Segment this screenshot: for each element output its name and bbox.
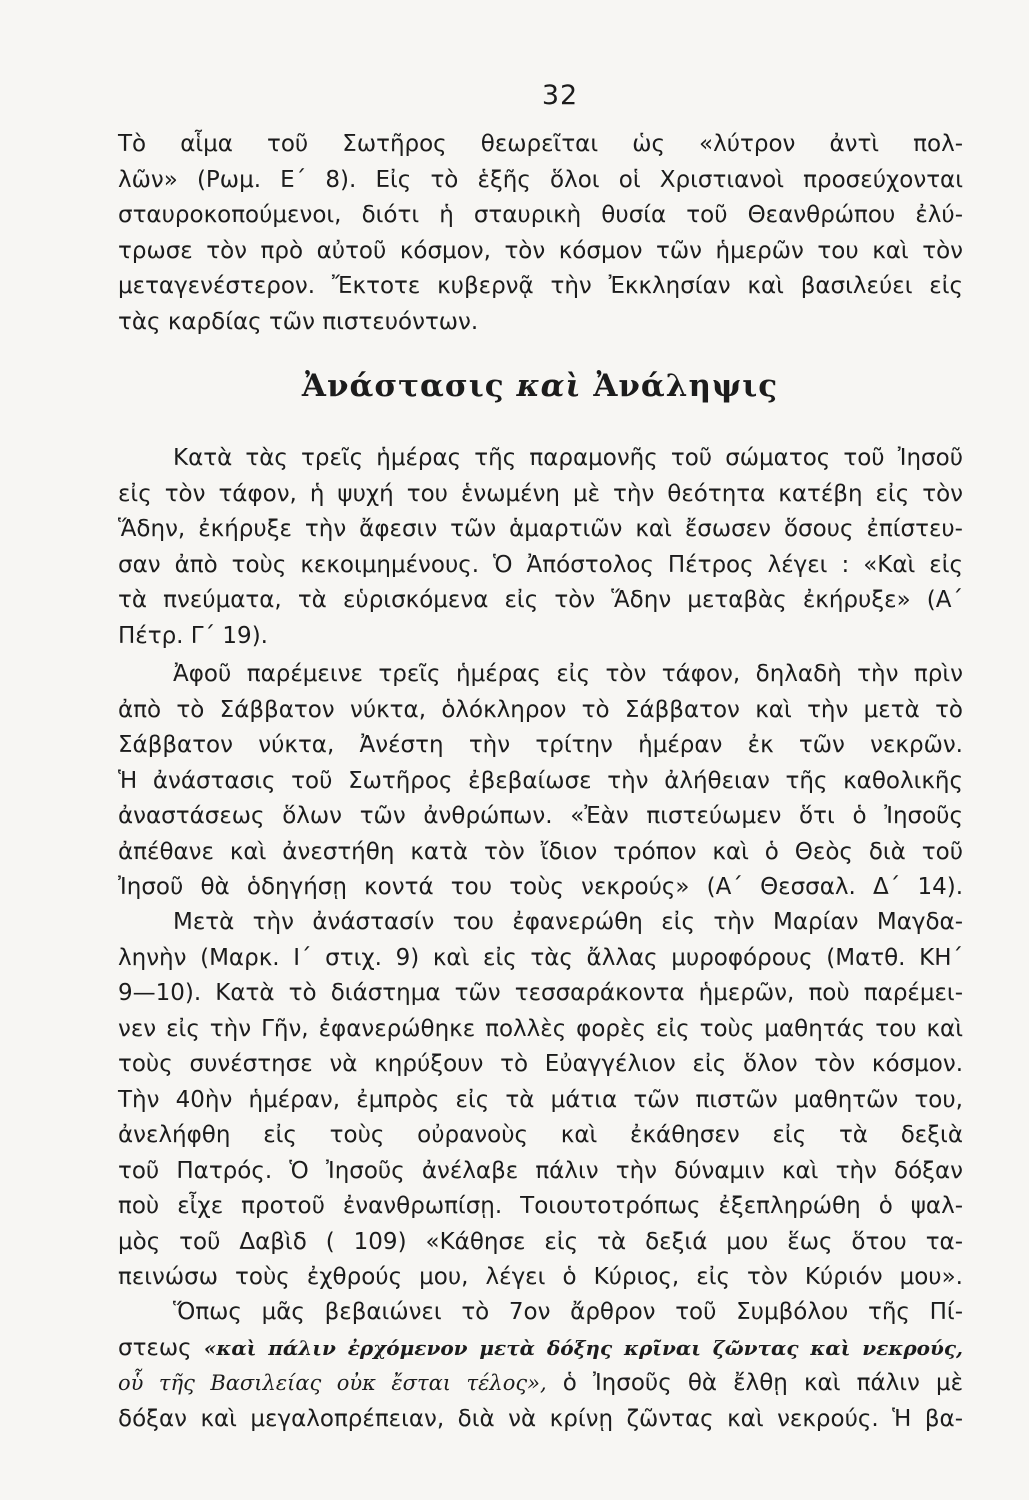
text-line: τοὺς συνέστησε νὰ κηρύξουν τὸ Εὐαγγέλιον εἰς ὅλον τὸν κόσμον. [118, 1051, 963, 1077]
text-line: τρωσε τὸν πρὸ αὐτοῦ κόσμον, τὸν κόσμον τῶν ἡμερῶν του καὶ τὸν [118, 237, 963, 264]
text-line: ἀναστάσεως ὅλων τῶν ἀνθρώπων. «Ἐὰν πιστεύωμεν ὅτι ὁ Ἰησοῦς [118, 803, 963, 829]
text-line: ἀπὸ τὸ Σάββατον νύκτα, ὁλόκληρον τὸ Σάββατον καὶ τὴν μετὰ τὸ [118, 696, 963, 723]
paragraph-5 [118, 1295, 963, 1437]
text-line: Ἀφοῦ παρέμεινε τρεῖς ἡμέρας εἰς τὸν τάφον, δηλαδὴ τὴν πρὶν [173, 661, 963, 687]
text-line: τὰς καρδίας τῶν πιστευόντων. [118, 308, 479, 335]
text-line: Ἅδην, ἐκήρυξε τὴν ἄφεσιν τῶν ἁμαρτιῶν καὶ ἔσωσεν ὅσους ἐπίστευ- [118, 516, 963, 542]
text-line: σταυροκοπούμενοι, διότι ἡ σταυρικὴ θυσία τοῦ Θεανθρώπου ἐλύ- [118, 202, 963, 228]
text-line: ἀπέθανε καὶ ἀνεστήθη κατὰ τὸν ἴδιον τρόπον καὶ ὁ Θεὸς διὰ τοῦ [118, 838, 963, 865]
text-line: Τὴν 40ὴν ἡμέραν, ἐμπρὸς εἰς τὰ μάτια τῶν πιστῶν μαθητῶν του, [118, 1086, 963, 1113]
text-line: Σάββατον νύκτα, Ἀνέστη τὴν τρίτην ἡμέραν ἐκ τῶν νεκρῶν. [118, 732, 963, 758]
text-line: πεινώσω τοὺς ἐχθρούς μου, λέγει ὁ Κύριος, εἰς τὸν Κύριόν μου». [118, 1264, 963, 1290]
text-line: Μετὰ τὴν ἀνάστασίν του ἐφανερώθη εἰς τὴν Μαρίαν Μαγδα- [173, 909, 963, 935]
text-line: δόξαν καὶ μεγαλοπρέπειαν, διὰ νὰ κρίνῃ ζῶντας καὶ νεκρούς. Ἡ βα- [118, 1405, 963, 1432]
text-line: νεν εἰς τὴν Γῆν, ἐφανερώθηκε πολλὲς φορὲς εἰς τοὺς μαθητάς του καὶ [118, 1015, 963, 1042]
text-line: ποὺ εἶχε προτοῦ ἐνανθρωπίσῃ. Τοιουτοτρόπως ἐξεπληρώθη ὁ ψαλ- [118, 1193, 963, 1219]
creed-quote: οὗ τῆς Βασιλείας οὐκ ἔσται τέλος», [118, 1371, 547, 1395]
text-line: 9—10). Κατὰ τὸ διάστημα τῶν τεσσαράκοντα ἡμερῶν, ποὺ παρέμει- [118, 980, 963, 1006]
page-number: 32 [541, 80, 579, 111]
text-line: ἀνελήφθη εἰς τοὺς οὐρανοὺς καὶ ἐκάθησεν εἰς τὰ δεξιὰ [118, 1122, 963, 1148]
paragraph-4 [118, 905, 963, 1296]
text-line: μεταγενέστερον. Ἔκτοτε κυβερνᾷ τὴν Ἐκκλησίαν καὶ βασιλεύει εἰς [118, 273, 963, 299]
text-line: Πέτρ. Γ΄ 19). [118, 622, 268, 649]
paragraph-2 [118, 441, 963, 654]
text-line: τὰ πνεύματα, τὰ εὑρισκόμενα εἰς τὸν Ἅδην μεταβὰς ἐκήρυξε» (Α΄ [118, 587, 963, 613]
text-line [118, 1331, 963, 1367]
text-line: Ἰησοῦ θὰ ὁδηγήσῃ κοντά του τοὺς νεκρούς» (Α΄ Θεσσαλ. Δ΄ 14). [118, 874, 963, 900]
text-line: εἰς τὸν τάφον, ἡ ψυχή του ἑνωμένη μὲ τὴν θεότητα κατέβη εἰς τὸν [118, 480, 963, 507]
text-line: ληνὴν (Μαρκ. Ι΄ στιχ. 9) καὶ εἰς τὰς ἄλλας μυροφόρους (Ματθ. ΚΗ΄ [118, 944, 963, 971]
heading-word: καὶ [516, 368, 582, 404]
section-heading [0, 368, 1029, 404]
paragraph-1 [118, 127, 963, 340]
text-line: Κατὰ τὰς τρεῖς ἡμέρας τῆς παραμονῆς τοῦ σώματος τοῦ Ἰησοῦ [173, 445, 963, 471]
text-line: λῶν» (Ρωμ. Ε΄ 8). Εἰς τὸ ἑξῆς ὅλοι οἱ Χριστιανοὶ προσεύχονται [118, 166, 963, 193]
paragraph-3 [118, 657, 963, 906]
text-line: σαν ἀπὸ τοὺς κεκοιμημένους. Ὁ Ἀπόστολος Πέτρος λέγει : «Καὶ εἰς [118, 551, 963, 578]
text-line: Τὸ αἷμα τοῦ Σωτῆρος θεωρεῖται ὡς «λύτρον ἀντὶ πολ- [118, 131, 963, 157]
text-line: Ἡ ἀνάστασις τοῦ Σωτῆρος ἐβεβαίωσε τὴν ἀλήθειαν τῆς καθολικῆς [118, 767, 963, 794]
text-span: στεως [118, 1334, 192, 1361]
text-span: ὁ Ἰησοῦς θὰ ἔλθῃ καὶ πάλιν μὲ [562, 1370, 964, 1396]
heading-word: Ἀνάληψις [593, 368, 779, 404]
creed-quote: «καὶ πάλιν ἐρχόμενον μετὰ δόξης κρῖναι ζῶντας καὶ νεκρούς, [203, 1335, 963, 1360]
text-line [118, 1366, 963, 1402]
heading-word: Ἀνάστασις [301, 368, 505, 404]
text-line: μὸς τοῦ Δαβὶδ ( 109) «Κάθησε εἰς τὰ δεξιά μου ἕως ὅτου τα- [118, 1228, 963, 1255]
text-line: τοῦ Πατρός. Ὁ Ἰησοῦς ἀνέλαβε πάλιν τὴν δύναμιν καὶ τὴν δόξαν [118, 1157, 963, 1184]
text-line: Ὅπως μᾶς βεβαιώνει τὸ 7ον ἄρθρον τοῦ Συμβόλου τῆς Πί- [173, 1299, 963, 1325]
